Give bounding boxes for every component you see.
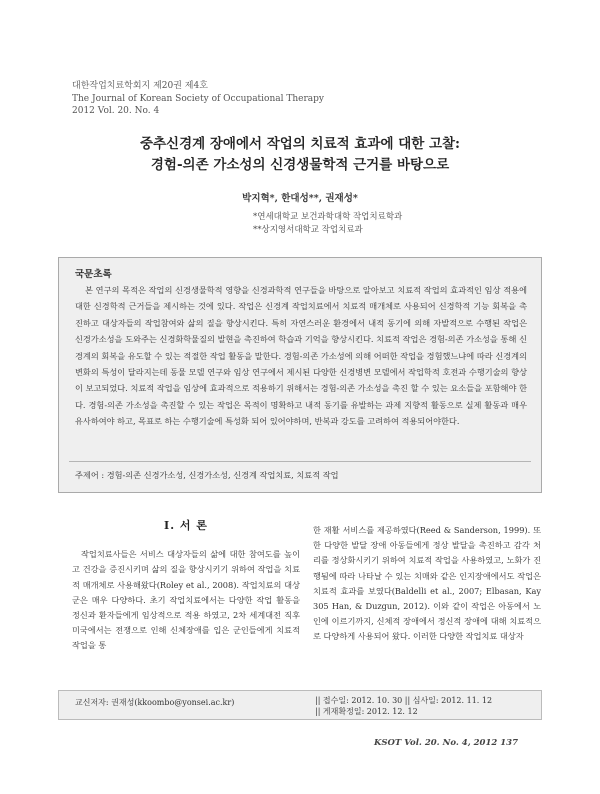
left-column bbox=[72, 518, 300, 654]
received-date: || 접수일: 2012. 10. 30 bbox=[315, 696, 403, 705]
title-line-1: 중추신경계 장애에서 작업의 치료적 효과에 대한 고찰: bbox=[139, 136, 461, 152]
accepted-date: || 게재확정일: 2012. 12. 12 bbox=[315, 707, 418, 716]
journal-english-name: The Journal of Korean Society of Occupational Therapy bbox=[72, 93, 325, 104]
author-list: 박지혁*, 한대성**, 권재성* bbox=[242, 193, 358, 204]
section-title: I. 서 론 bbox=[164, 519, 208, 532]
page-footer: KSOT Vol. 20. No. 4, 2012 137 bbox=[374, 738, 518, 748]
intro-paragraph: 작업치료사들은 서비스 대상자들의 삶에 대한 참여도를 높이고 건강을 증진시키며 삶의 질을 향상시키기 위하여 작업을 치료적 매개체로 사용해왔다(Roley et al., 2008). 작업치료의 대상군은 매우 다양하다. 초기 작업치료에서는 다양한 작업 활동을 정신과 환자들에게 임상적으로 적용 하였고, 2차 세계대전 직후 미국에서는 전쟁으로 인해 신체장애를 입은 군인들에게 치료적 작업을 통 bbox=[72, 549, 300, 651]
abstract-box bbox=[58, 257, 542, 493]
journal-korean-name: 대한작업치료학회지 제20권 제4호 bbox=[72, 81, 208, 91]
title-line-2: 경험-의존 가소성의 신경생물학적 근거를 바탕으로 bbox=[150, 157, 450, 173]
abstract-body bbox=[75, 282, 527, 430]
keywords-divider bbox=[69, 461, 531, 462]
intro-paragraph-continued: 한 재활 서비스를 제공하였다(Reed & Sanderson, 1999). 또한 다양한 발달 장애 아동들에게 정상 발달을 촉진하고 감각 처리를 정상화시키기 위하여 치료적 작업을 사용하였고, 노화가 진행됨에 따라 나타날 수 있는 치매와 같은 인지장애에서도 작업은 치료적 효과를 보였다(Baldelli et al., 2007; Elbasan, Kay 305 Han, & Duzgun, 2012). 이와 같이 작업은 아동에서 노인에 이르기까지, 신체적 장애에서 정신적 장애에 대해 치료적으로 다양하게 사용되어 왔다. 이러한 다양한 작업치료 대상자 bbox=[313, 525, 541, 642]
affiliation-2: **상지영서대학교 작업치료과 bbox=[253, 225, 363, 235]
corresponding-author: 교신저자: 권재성(kkoombo@yonsei.ac.kr) bbox=[75, 698, 235, 707]
paper-title bbox=[0, 134, 600, 176]
journal-header bbox=[72, 80, 324, 118]
manuscript-dates bbox=[315, 695, 492, 717]
journal-volume: 2012 Vol. 20. No. 4 bbox=[72, 106, 160, 116]
abstract-heading: 국문초록 bbox=[75, 269, 112, 280]
right-column bbox=[313, 523, 541, 645]
abstract-text: 본 연구의 목적은 작업의 신경생물학적 영향을 신경과학적 연구들을 바탕으로 알아보고 치료적 작업의 효과적인 임상 적용에 대한 신경학적 근거들을 제시하는 것에 있다. 작업은 신경계 작업치료에서 치료적 매개체로 사용되어 신경학적 기능 회복을 촉진하고 대상자들의 작업참여와 삶의 질을 향상시킨다. 특히 자연스러운 환경에서 내적 동기에 의해 자발적으로 수행된 작업은 신경가소성을 도와주는 신경화학물질의 발현을 촉진하여 학습과 기억을 향상시킨다. 치료적 작업은 경험-의존 가소성을 통해 신경계의 회복을 유도할 수 있는 적절한 작업 활동을 말한다. 경험-의존 가소성에 의해 어떠한 작업을 경험했느냐에 따라 신경계의 변화의 특성이 달라지는데 동물 모델 연구와 임상 연구에서 제시된 다양한 신경병변 모델에서 작업학적 호전과 수행기술의 향상이 보고되었다. 치료적 작업을 임상에 효과적으로 적용하기 위해서는 경험-의존 가소성을 촉진 할 수 있는 요소들을 포함해야 한다. 경험-의존 가소성을 촉진할 수 있는 작업은 목적이 명확하고 내적 동기를 유발하는 과제 지향적 활동으로 실제 활동과 매우 유사하여야 하고, 목표로 하는 수행기술에 특성화 되어 있어야하며, 반복과 강도를 고려하여 적용되어야한다. bbox=[75, 285, 527, 427]
keywords: 주제어 : 경험-의존 신경가소성, 신경가소성, 신경계 작업치료, 치료적 작업 bbox=[75, 470, 339, 480]
affiliations bbox=[253, 211, 402, 237]
revised-date: || 심사일: 2012. 11. 12 bbox=[404, 696, 493, 705]
correspondence-box bbox=[58, 690, 542, 720]
affiliation-1: *연세대학교 보건과학대학 작업치료학과 bbox=[253, 212, 403, 222]
